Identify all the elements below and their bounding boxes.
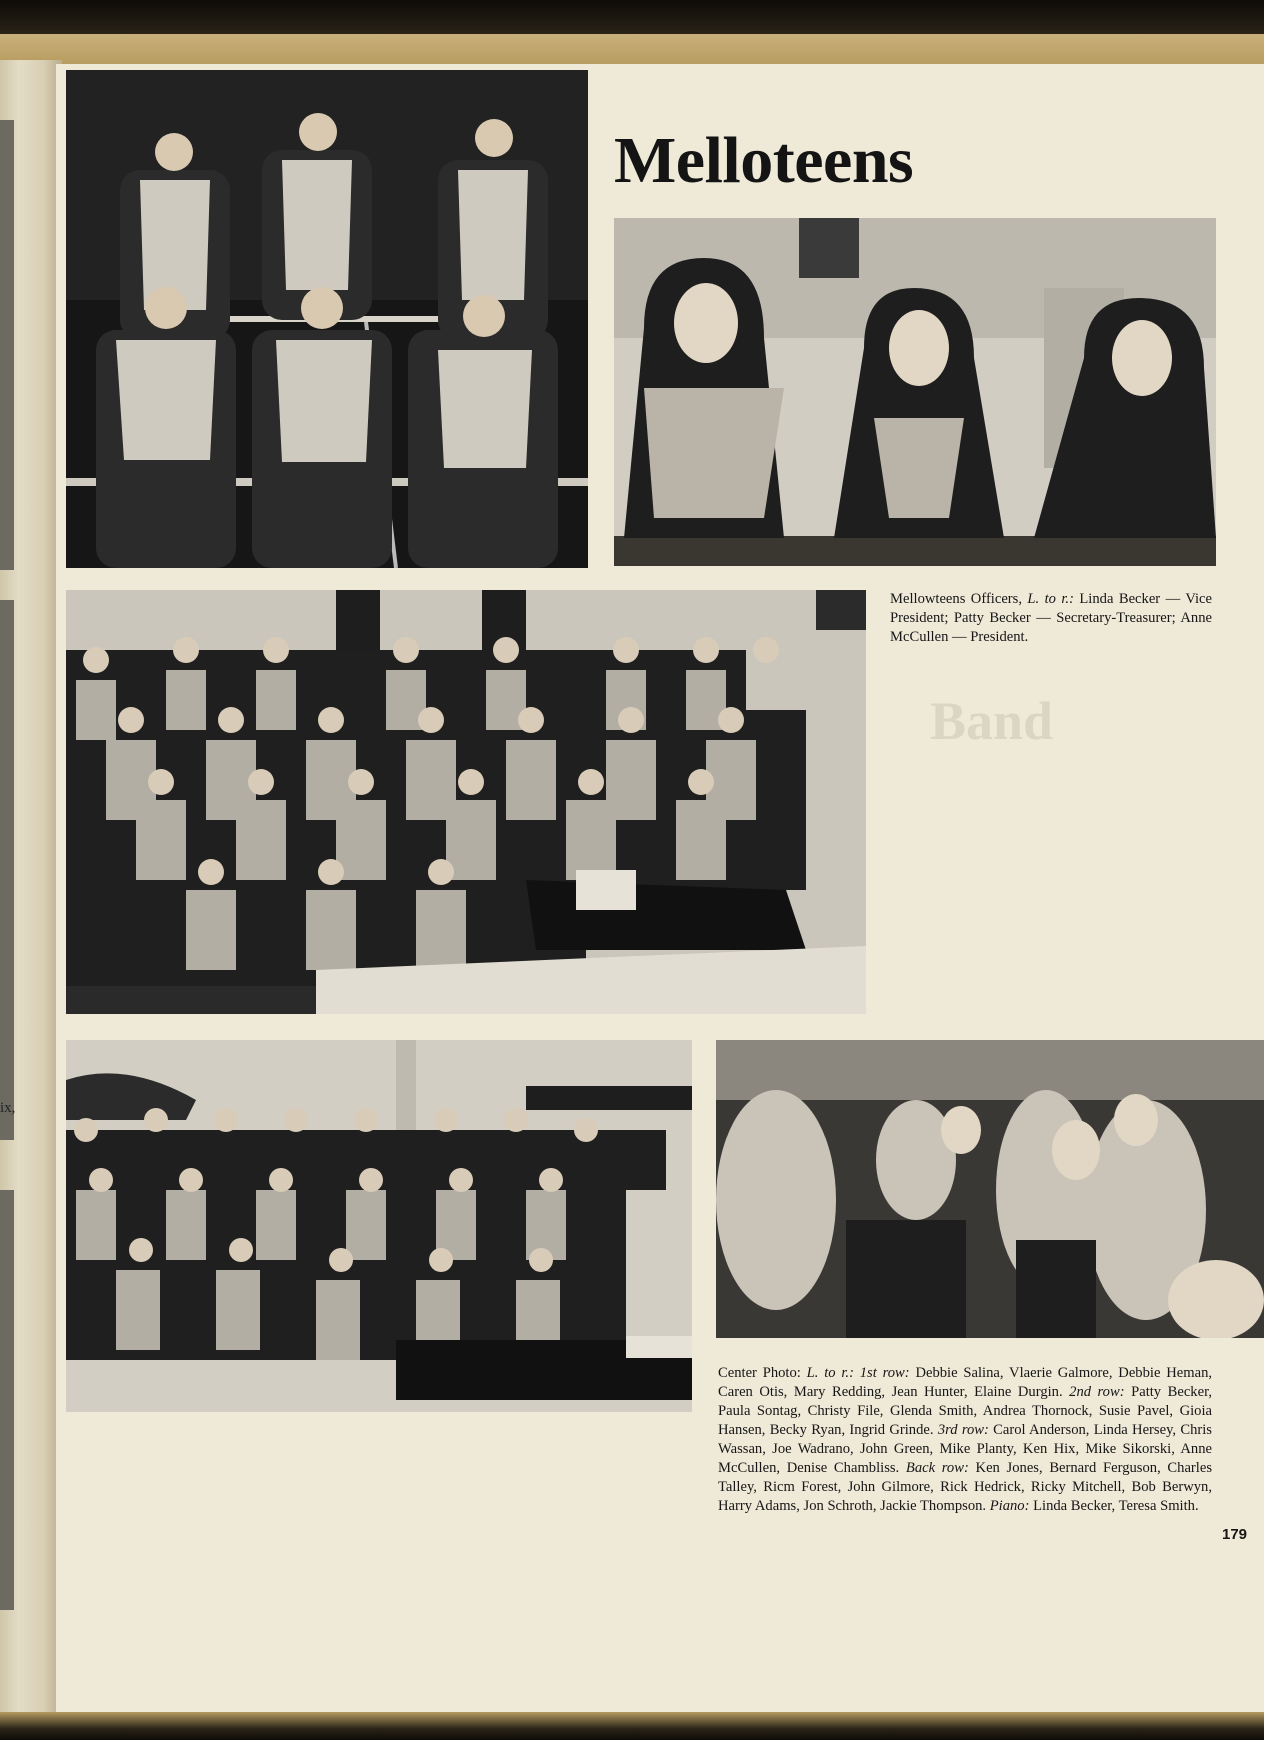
row2-label: 2nd row:: [1069, 1384, 1125, 1400]
officers-caption: [890, 590, 1212, 647]
officers-caption-prefix: Mellowteens Officers,: [890, 591, 1022, 607]
center-photo-caption: [718, 1364, 1212, 1516]
photo-boys-on-risers: [66, 70, 588, 568]
page-number: 179: [1222, 1526, 1248, 1543]
previous-page-photo: [0, 600, 14, 1140]
photo-audience: [716, 1040, 1264, 1338]
page-title: Melloteens: [614, 124, 914, 197]
previous-page-photo: [0, 1190, 14, 1610]
row2-names: Patty Becker, Paula Sontag, Christy File, Glenda Smith, Andrea Thornock, Susie Pavel, Gioia Hansen, Becky Ryan, Ingrid Grinde.: [718, 1384, 1212, 1438]
back-row-label: Back row:: [905, 1460, 969, 1476]
book-binding-top: [0, 0, 1264, 36]
piano-label: Piano:: [989, 1498, 1030, 1514]
row3-names: Carol Anderson, Linda Hersey, Chris Wassan, Joe Wadrano, John Green, Mike Planty, Ken Hix, Mike Sikorski, Anne McCullen, Denise Chambliss.: [718, 1422, 1212, 1476]
row1-names: Debbie Salina, Vlaerie Galmore, Debbie Heman, Caren Otis, Mary Redding, Jean Hunter, Elaine Durgin.: [718, 1365, 1213, 1400]
photo-center-group: [66, 590, 866, 1014]
back-row-names: Ken Jones, Bernard Ferguson, Charles Talley, Ricm Forest, John Gilmore, Rick Hedrick, Ricky Mitchell, Bob Berwyn, Harry Adams, Jon Schroth, Jackie Thompson.: [718, 1460, 1212, 1514]
previous-page-edge: [0, 60, 62, 1715]
previous-page-text: ix,: [0, 1100, 16, 1116]
photo-bottom-group: [66, 1040, 692, 1412]
piano-names: Linda Becker, Teresa Smith.: [1033, 1498, 1199, 1514]
row1-label: 1st row:: [859, 1365, 910, 1381]
show-through-text: Band: [930, 691, 1054, 751]
book-cloth-strip: [0, 34, 1264, 64]
book-binding-bottom: [0, 1712, 1264, 1740]
row3-label: 3rd row:: [937, 1422, 989, 1438]
photo-officers: [614, 218, 1216, 566]
officers-caption-order: L. to r.:: [1027, 591, 1074, 607]
center-caption-label: Center Photo:: [718, 1365, 801, 1381]
center-caption-order: L. to r.:: [806, 1365, 854, 1381]
officers-caption-text: Linda Becker — Vice President; Patty Becker — Secretary-Treasurer; Anne McCullen — President.: [890, 591, 1212, 645]
previous-page-photo: [0, 120, 14, 570]
